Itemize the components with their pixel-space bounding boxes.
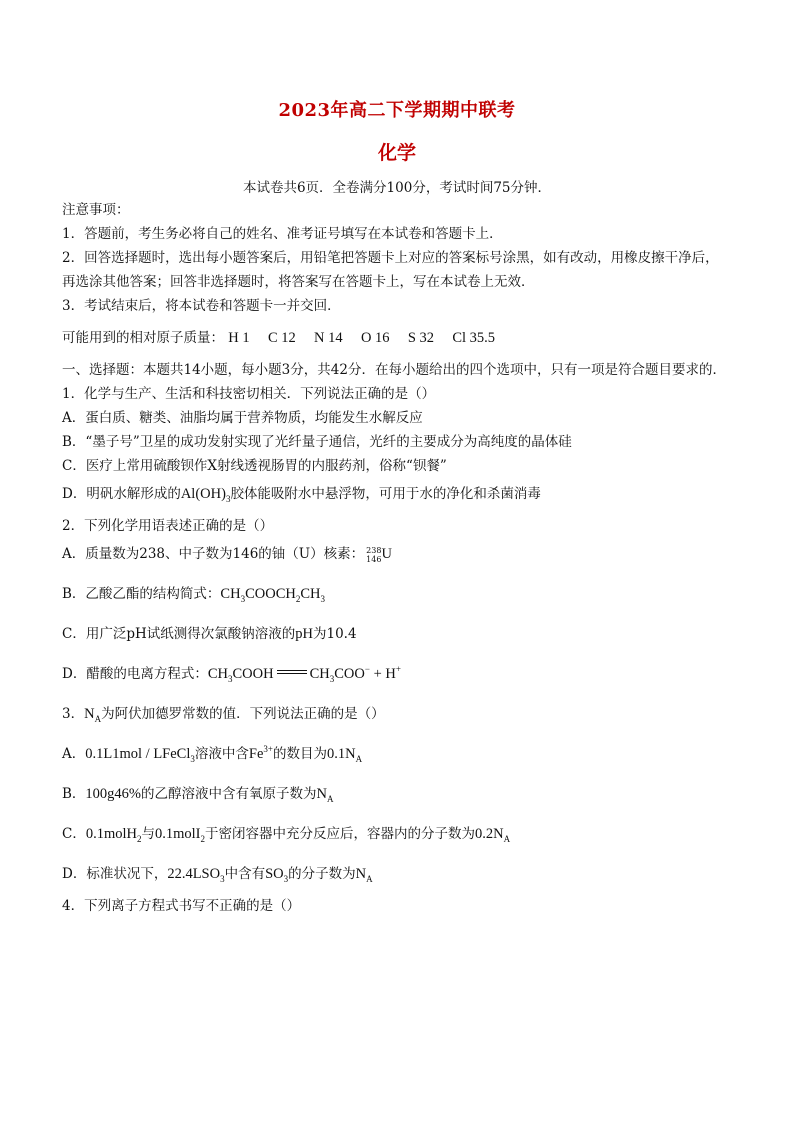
atomic-mass-cl: Cl 35.5 <box>452 330 496 346</box>
atomic-mass-line <box>62 326 732 350</box>
q1-stem: 1．化学与生产、生活和科技密切相关．下列说法正确的是（） <box>62 386 436 402</box>
exam-body <box>62 198 732 918</box>
q1-option-a: A．蛋白质、糖类、油脂均属于营养物质，均能发生水解反应 <box>62 410 423 426</box>
q3-option-b: B．100g46%的乙醇溶液中含有氧原子数为$N_A$ <box>62 786 334 804</box>
q2-option-b: B．乙酸乙酯的结构简式：$CH_3COOCH_2CH_3$ <box>62 586 325 604</box>
q2-stem: 2．下列化学用语表述正确的是（） <box>62 518 274 534</box>
notice-heading: 注意事项： <box>62 202 130 218</box>
exam-title: 2023年高二下学期期中联考 <box>278 100 516 121</box>
atomic-mass-h: H 1 <box>228 330 250 346</box>
section1-heading: 一、选择题：本题共14小题，每小题3分，共42分．在每小题给出的四个选项中，只有一项是符合题目要求的． <box>62 362 726 378</box>
q3-option-d: D．标准状况下，$22.4LSO_3$中含有$SO_3$的分子数为$N_A$ <box>62 866 373 884</box>
q2-option-c: C．用广泛pH试纸测得次氯酸钠溶液的pH为10.4 <box>62 626 357 642</box>
q3-option-a: A．0.1L1mol / LFeCl$_3$溶液中含$Fe^{3+}$的数目为$0.1N_A$ <box>62 744 363 764</box>
exam-info: 本试卷共6页．全卷满分100分，考试时间75分钟． <box>242 180 552 196</box>
uranium-nuclide-numbers: 238 146 <box>366 546 382 564</box>
atomic-mass-c: C 12 <box>267 330 296 346</box>
q1-option-b: B．“墨子号”卫星的成功发射实现了光纤量子通信，光纤的主要成分为高纯度的晶体硅 <box>62 434 572 450</box>
q1-option-d: D．明矾水解形成的$Al(OH)_3$胶体能吸附水中悬浮物，可用于水的净化和杀菌消毒 <box>62 486 541 504</box>
aluminum-hydroxide-formula: $Al(OH)_3$ <box>180 486 231 504</box>
q3-stem: 3．$N_A$为阿伏加德罗常数的值．下列说法正确的是（） <box>62 706 385 724</box>
atomic-mass-label: 可能用到的相对原子质量： <box>62 330 224 346</box>
atomic-mass-o: O 16 <box>360 330 390 346</box>
acetic-acid-ionization-equation: $CH_3COOH$ $CH_3COO^- + H^+$ <box>207 664 401 684</box>
q2-option-a: A．质量数为238、中子数为146的铀（U）核素： 238 146U <box>62 546 392 564</box>
atomic-mass-n: N 14 <box>314 330 343 346</box>
ethyl-acetate-formula: $CH_3COOCH_2CH_3$ <box>220 586 325 604</box>
q2-option-d: D．醋酸的电离方程式：$CH_3COOH$ $CH_3COO^- + H^+$ <box>62 664 401 684</box>
q4-stem: 4．下列离子方程式书写不正确的是（） <box>62 898 301 914</box>
ph-symbol: pH <box>295 626 313 642</box>
avogadro-symbol: $N_A$ <box>84 706 102 724</box>
equation-equals-sign-icon <box>277 670 307 674</box>
exam-subject: 化学 <box>377 142 416 164</box>
uranium-symbol: U <box>381 546 392 562</box>
notice-item-2: 2．回答选择题时，选出每小题答案后，用铅笔把答题卡上对应的答案标号涂黑，如有改动，用橡皮擦干净后，再选涂其他答案；回答非选择题时，将答案写在答题卡上，写在本试卷上无效． <box>62 250 719 290</box>
atomic-mass-s: S 32 <box>407 330 435 346</box>
q3-option-c: C．0.1molH$_2$与0.1molI$_2$于密闭容器中充分反应后，容器内的分子数为$0.2N_A$ <box>62 826 511 844</box>
notice-item-3: 3．考试结束后，将本试卷和答题卡一并交回． <box>62 298 341 314</box>
notice-item-1: 1．答题前，考生务必将自己的姓名、准考证号填写在本试卷和答题卡上． <box>62 226 503 242</box>
q1-option-c: C．医疗上常用硫酸钡作X射线透视肠胃的内服药剂，俗称“钡餐” <box>62 458 447 474</box>
